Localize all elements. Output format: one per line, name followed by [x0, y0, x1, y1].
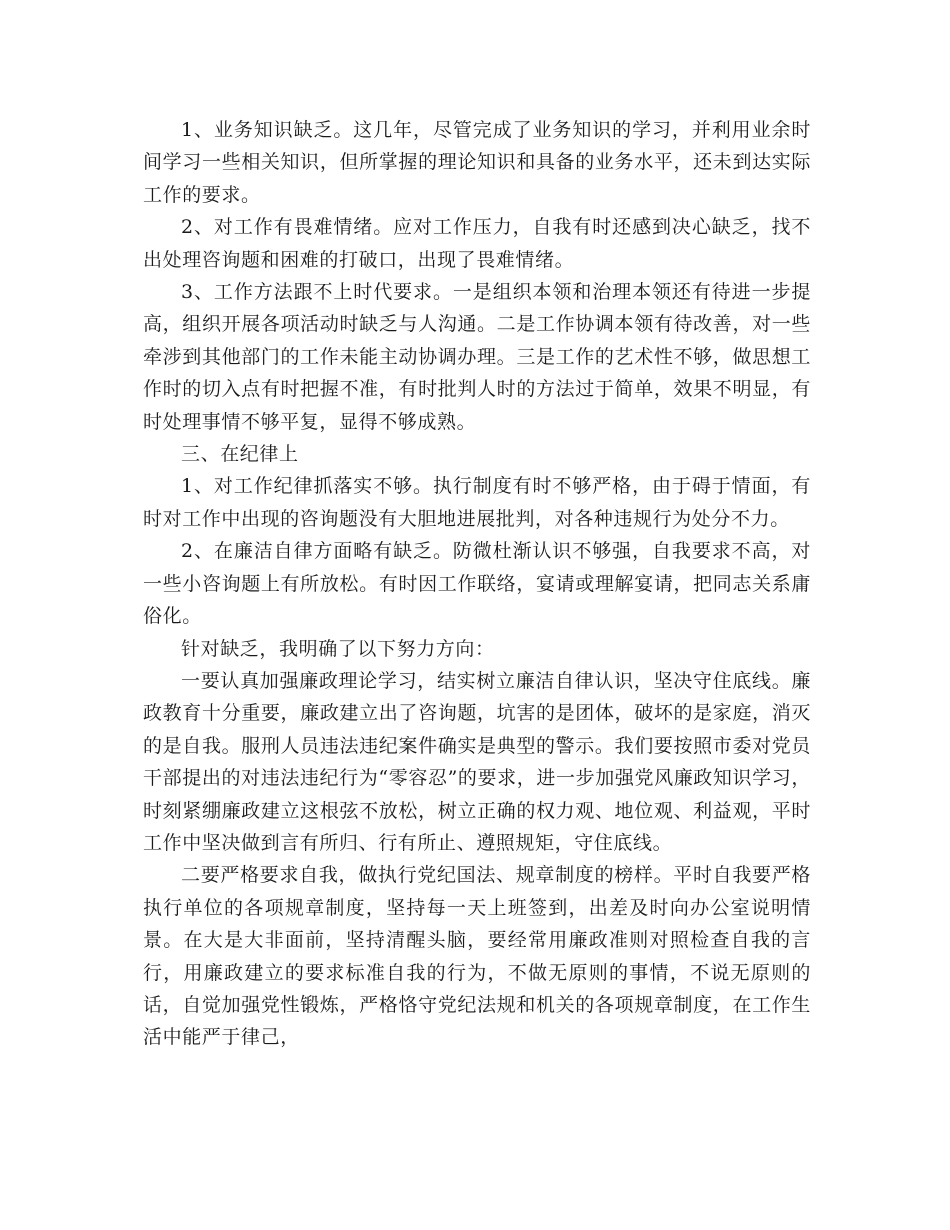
section-heading-discipline: 三、在纪律上	[181, 443, 299, 466]
paragraph-improvement-intro: 针对缺乏，我明确了以下努力方向：	[181, 637, 495, 660]
paragraph-fear-of-difficulty: 2、对工作有畏难情绪。应对工作压力，自我有时还感到决心缺乏，找不出处理咨询题和困难的打破口，出现了畏难情绪。	[143, 216, 811, 271]
paragraph-work-methods: 3、工作方法跟不上时代要求。一是组织本领和治理本领还有待进一步提高，组织开展各项活动时缺乏与人沟通。二是工作协调本领有待改善，对一些牵涉到其他部门的工作未能主动协调办理。三是工作的艺术性不够，做思想工作时的切入点有时把握不准，有时批判人时的方法过于简单，效果不明显，有时处理事情不够平复，显得不够成熟。	[143, 281, 811, 433]
paragraph-anti-corruption-study: 一要认真加强廉政理论学习，结实树立廉洁自律认识，坚决守住底线。廉政教育十分重要，廉政建立出了咨询题，坑害的是团体，破坏的是家庭，消灭的是自我。服刑人员违法违纪案件确实是典型的警示。我们要按照市委对党员干部提出的对违法违纪行为“零容忍”的要求，进一步加强党风廉政知识学习，时刻紧绷廉政建立这根弦不放松，树立正确的权力观、地位观、利益观，平时工作中坚决做到言有所归、行有所止、遵照规矩，守住底线。	[143, 669, 811, 854]
paragraph-integrity: 2、在廉洁自律方面略有缺乏。防微杜渐认识不够强，自我要求不高，对一些小咨询题上有所放松。有时因工作联络，宴请或理解宴请，把同志关系庸俗化。	[143, 540, 811, 628]
paragraph-business-knowledge: 1、业务知识缺乏。这几年，尽管完成了业务知识的学习，并利用业余时间学习一些相关知识，但所掌握的理论知识和具备的业务水平，还未到达实际工作的要求。	[143, 119, 811, 206]
paragraph-work-discipline: 1、对工作纪律抓落实不够。执行制度有时不够严格，由于碍于情面，有时对工作中出现的咨询题没有大胆地进展批判，对各种违规行为处分不力。	[143, 475, 811, 530]
paragraph-self-discipline: 二要严格要求自我，做执行党纪国法、规章制度的榜样。平时自我要严格执行单位的各项规章制度，坚持每一天上班签到，出差及时向办公室说明情景。在大是大非面前，坚持清醒头脑，要经常用廉政准则对照检查自我的言行，用廉政建立的要求标准自我的行为，不做无原则的事情，不说无原则的话，自觉加强党性锻炼，严格恪守党纪法规和机关的各项规章制度，在工作生活中能严于律己，	[143, 864, 811, 1049]
document-body	[143, 114, 811, 1054]
